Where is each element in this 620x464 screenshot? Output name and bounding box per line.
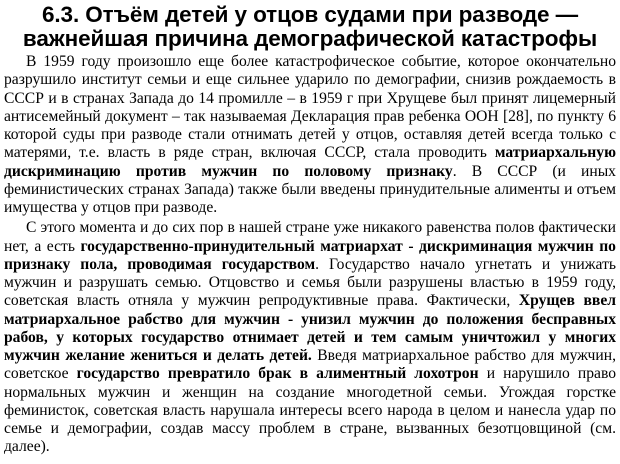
paragraph-2-emphasis-2: Хрущев ввел матриархальное рабство для мужчин - унизил мужчин до положения бесправных рабов, у которых государство отнимает детей и тем самым уничтожил у многих мужчин желание жениться и делать детей. [4, 292, 616, 364]
paragraph-1 [4, 53, 616, 217]
paragraph-2-text-1: С этого момента и до сих пор в нашей стране уже никакого равенства полов фактически нет, а есть [4, 219, 616, 255]
document-page [0, 3, 620, 464]
section-heading-line-2: важнейшая причина демографической катастрофы [22, 26, 598, 51]
section-heading [4, 3, 616, 51]
paragraph-1-emphasis-1: матриархальную дискриминацию против мужчин по половому признаку [4, 144, 616, 180]
paragraph-2-text-4: и нарушило право нормальных мужчин и женщин на создание многодетной семьи. Угождая горстке феминисток, советская власть нарушала интересы всего народа в целом и нанесла удар по семье и демографии, создав массу проблем в стране, вызванных безотцовщиной (см. далее). [4, 365, 616, 456]
paragraph-2-emphasis-1: государственно-принудительный матриархат - дискриминация мужчин по признаку пола, проводимая государством [4, 237, 616, 273]
paragraph-2-text-3: Введя матриархальное рабство для мужчин, советское [4, 347, 616, 383]
paragraph-2-text-2: . Государство начало угнетать и унижать мужчин и разрушать семью. Отцовство и семья были разрушены властью в 1959 году, советская власть отняла у мужчин репродуктивные права. Фактически, [4, 255, 616, 310]
paragraph-1-text-2: . В СССР (и иных феминистических странах Запада) также были введены принудительные алименты и отъем имущества у отцов при разводе. [4, 162, 616, 216]
paragraph-2-emphasis-3: государство превратило брак в алиментный лохотрон [76, 365, 479, 383]
paragraph-2 [4, 219, 616, 456]
paragraph-1-text-1: В 1959 году произошло еще более катастрофическое событие, которое окончательно разрушило институт семьи и еще сильнее ударило по демографии, снизив рождаемость в СССР и в странах Запада до 14 промилле – в 1959 г при Хрущеве был принят лицемерный антисемейный документ – так называемая Декларация прав ребенка ООН [28], по пункту 6 которой суды при разводе стали отнимать детей у отцов, оставляя детей всегда только с матерями, т.е. власть в ряде стран, включая СССР, стала проводить [4, 53, 616, 162]
section-heading-line-1: 6.3. Отъём детей у отцов судами при разводе — [41, 2, 578, 27]
